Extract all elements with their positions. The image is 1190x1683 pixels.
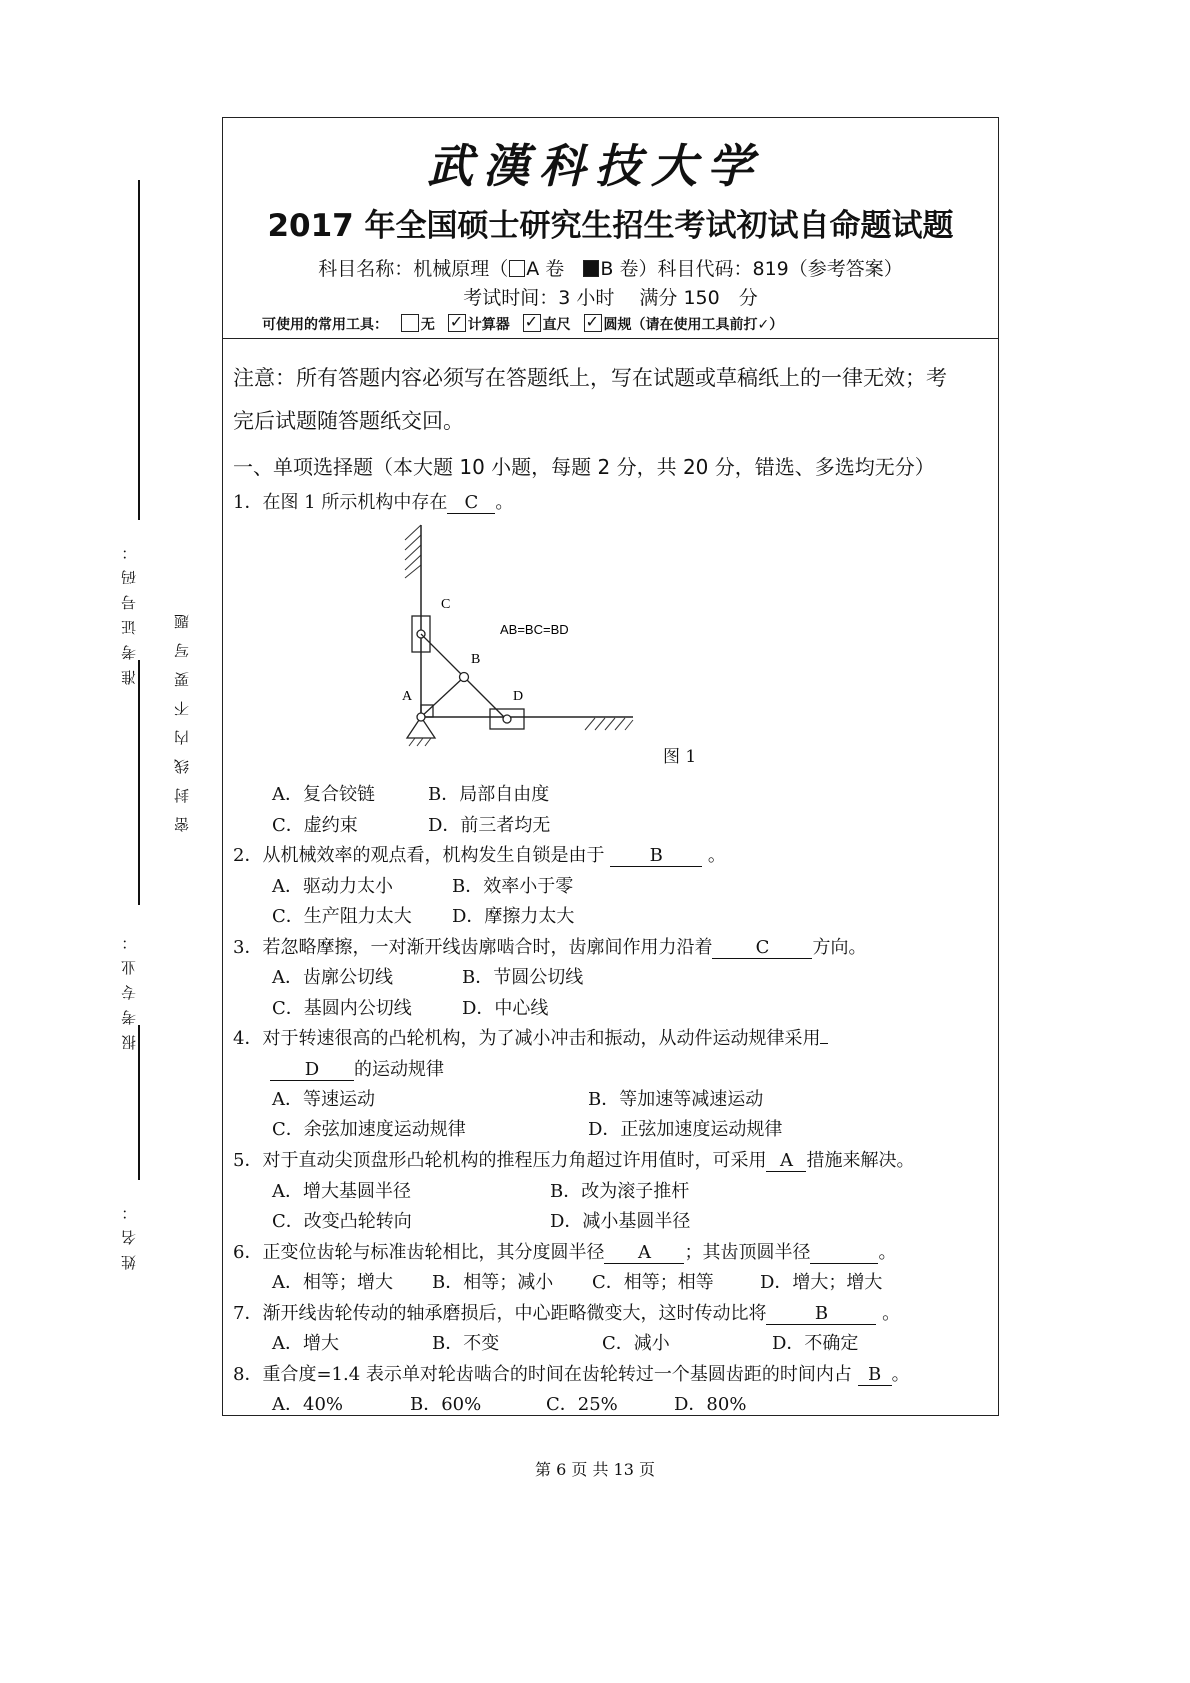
question-text-end: 。: [876, 1303, 901, 1324]
question-text: 在图 1 所示机构中存在: [262, 492, 448, 513]
support-hatch: [409, 738, 431, 746]
label-b: B: [471, 652, 481, 667]
question-number: 1．: [233, 492, 263, 513]
section-1-title: 一、单项选择题（本大题 10 小题，每题 2 分，共 20 分，错选、多选均无分）: [233, 455, 935, 479]
question-number: 8．: [233, 1364, 263, 1385]
tool-none-label: 无: [420, 317, 435, 333]
joint-b: [460, 673, 469, 682]
ground-hatch-vertical: [405, 525, 421, 578]
q1-option-a: A．复合铰链: [272, 784, 375, 805]
question-text-end: 方向。: [812, 937, 867, 958]
link-cb: [421, 634, 464, 677]
answer-blank-lead: [820, 1043, 828, 1044]
question-number: 3．: [233, 937, 263, 958]
tool-none-checkbox[interactable]: [401, 314, 419, 332]
paper-a-checkbox[interactable]: [509, 260, 525, 277]
q7-option-b: B．不变: [432, 1333, 500, 1354]
q4-option-c: C．余弦加速度运动规律: [272, 1119, 466, 1140]
q8-option-c: C．25%: [546, 1394, 618, 1415]
question-number: 7．: [233, 1303, 263, 1324]
binding-line-top: [138, 180, 140, 520]
question-number: 5．: [233, 1150, 263, 1171]
link-ab: [421, 677, 464, 717]
q2-option-b: B．效率小于零: [452, 876, 574, 897]
q4-option-b: B．等加速等减速运动: [588, 1089, 764, 1110]
q3-option-b: B．节圆公切线: [462, 967, 584, 988]
q3-option-c: C．基圆内公切线: [272, 998, 412, 1019]
question-number: 4．: [233, 1028, 263, 1049]
q4-option-a: A．等速运动: [272, 1089, 375, 1110]
answer-blank[interactable]: B: [766, 1304, 876, 1325]
question-text-end: 。: [702, 845, 726, 866]
university-logo: 武漢科技大学: [427, 139, 763, 193]
major-label: 报考专业：: [120, 925, 138, 1050]
question-number: 6．: [233, 1242, 263, 1263]
q3-option-a: A．齿廓公切线: [272, 967, 393, 988]
tool-compass-checkbox[interactable]: [584, 314, 602, 332]
exam-id-label: 准考证号码：: [120, 535, 138, 685]
question-number: 2．: [233, 845, 263, 866]
question-text: 正变位齿轮与标准齿轮相比，其分度圆半径: [262, 1242, 605, 1263]
question-text-end: 。: [878, 1242, 897, 1263]
relation-label: AB=BC=BD: [500, 622, 569, 637]
figure-1-mechanism: [395, 520, 725, 770]
q8-option-a: A．40%: [272, 1394, 344, 1415]
answer-blank[interactable]: D: [270, 1060, 354, 1081]
q6-option-c: C．相等；相等: [592, 1272, 714, 1293]
tool-ruler-label: 直尺: [542, 317, 571, 333]
exam-title: 2017 年全国硕士研究生招生考试初试自命题试题: [267, 208, 954, 244]
header-divider: [222, 338, 999, 339]
question-text-end: 。: [495, 492, 514, 513]
question-4: [233, 1024, 828, 1050]
answer-blank[interactable]: C: [712, 938, 812, 959]
question-text-end: 。: [891, 1364, 910, 1385]
link-bd: [464, 677, 507, 720]
tool-calculator-label: 计算器: [467, 317, 510, 333]
label-a: A: [402, 689, 413, 704]
answer-blank[interactable]: C: [447, 493, 495, 514]
q1-option-d: D．前三者均无: [428, 815, 551, 836]
q8-option-b: B．60%: [410, 1394, 482, 1415]
q8-option-d: D．80%: [674, 1394, 747, 1415]
question-4-cont: [270, 1055, 444, 1081]
q7-option-d: D．不确定: [772, 1333, 859, 1354]
q5-option-b: B．改为滚子推杆: [550, 1181, 690, 1202]
q1-option-b: B．局部自由度: [428, 784, 550, 805]
answer-blank[interactable]: B: [610, 846, 702, 867]
tools-line: [262, 314, 783, 334]
notice-line-1: 注意：所有答题内容必须写在答题纸上，写在试题或草稿纸上的一律无效；考: [233, 366, 947, 390]
notice-line-2: 完后试题随答题纸交回。: [233, 409, 464, 433]
q2-option-d: D．摩擦力太大: [452, 906, 575, 927]
paper-a-label: A 卷: [526, 258, 565, 280]
joint-d: [503, 715, 511, 723]
question-2: [233, 841, 726, 867]
q2-option-a: A．驱动力太小: [272, 876, 393, 897]
q5-option-c: C．改变凸轮转向: [272, 1211, 412, 1232]
binding-line-major: [138, 1025, 140, 1180]
question-6: [233, 1238, 896, 1264]
answer-blank[interactable]: B: [858, 1365, 892, 1386]
q1-option-c: C．虚约束: [272, 815, 358, 836]
page-footer: 第 6 页 共 13 页: [535, 1460, 655, 1479]
joint-a: [417, 713, 425, 721]
q7-option-a: A．增大: [272, 1333, 339, 1354]
q6-option-a: A．相等；增大: [272, 1272, 393, 1293]
binding-line-exam-id: [138, 660, 140, 905]
label-c: C: [441, 597, 451, 612]
question-text-mid: ；其齿顶圆半径: [684, 1242, 811, 1263]
question-text: 对于直动尖顶盘形凸轮机构的推程压力角超过许用值时，可采用: [262, 1150, 767, 1171]
question-8: [233, 1360, 910, 1386]
question-7: [233, 1299, 900, 1325]
question-text: 对于转速很高的凸轮机构，为了减小冲击和振动，从动件运动规律采用: [262, 1028, 821, 1049]
seal-warning: 密封线内不要写题: [173, 600, 191, 832]
name-label: 姓名：: [120, 1195, 138, 1270]
q3-option-d: D．中心线: [462, 998, 549, 1019]
paper-b-checkbox[interactable]: [583, 260, 599, 277]
q6-option-b: B．相等；减小: [432, 1272, 554, 1293]
tools-label: 可使用的常用工具：: [262, 317, 388, 333]
question-text-end: 措施来解决。: [806, 1150, 915, 1171]
q5-option-d: D．减小基圆半径: [550, 1211, 691, 1232]
question-text-end: 的运动规律: [354, 1059, 444, 1080]
q2-option-c: C．生产阻力太大: [272, 906, 412, 927]
question-3: [233, 933, 866, 959]
subject-prefix: 科目名称：机械原理（: [318, 258, 509, 280]
answer-blank[interactable]: A: [766, 1151, 806, 1172]
q7-option-c: C．减小: [602, 1333, 670, 1354]
q5-option-a: A．增大基圆半径: [272, 1181, 411, 1202]
time-line: 考试时间：3 小时 满分 150 分: [463, 287, 758, 309]
ground-hatch-horizontal: [585, 718, 633, 730]
tool-ruler-checkbox[interactable]: [523, 314, 541, 332]
answer-blank[interactable]: A: [604, 1243, 684, 1264]
tool-compass-label: 圆规（请在使用工具前打✓）: [603, 317, 784, 333]
question-1: [233, 488, 513, 514]
figure-caption: 图 1: [663, 747, 697, 767]
tool-calculator-checkbox[interactable]: [448, 314, 466, 332]
question-5: [233, 1146, 914, 1172]
paper-b-label: B 卷）科目代码：819（参考答案）: [600, 258, 903, 280]
answer-blank-2[interactable]: [810, 1243, 878, 1264]
q6-option-d: D．增大；增大: [760, 1272, 883, 1293]
question-text: 渐开线齿轮传动的轴承磨损后，中心距略微变大，这时传动比将: [262, 1303, 767, 1324]
subject-line: [222, 254, 999, 281]
question-text: 重合度=1.4 表示单对轮齿啮合的时间在齿轮转过一个基圆齿距的时间内占: [262, 1364, 858, 1385]
q4-option-d: D．正弦加速度运动规律: [588, 1119, 783, 1140]
label-d: D: [513, 689, 524, 704]
question-text: 从机械效率的观点看，机构发生自锁是由于: [262, 845, 611, 866]
question-text: 若忽略摩擦，一对渐开线齿廓啮合时，齿廓间作用力沿着: [262, 937, 713, 958]
